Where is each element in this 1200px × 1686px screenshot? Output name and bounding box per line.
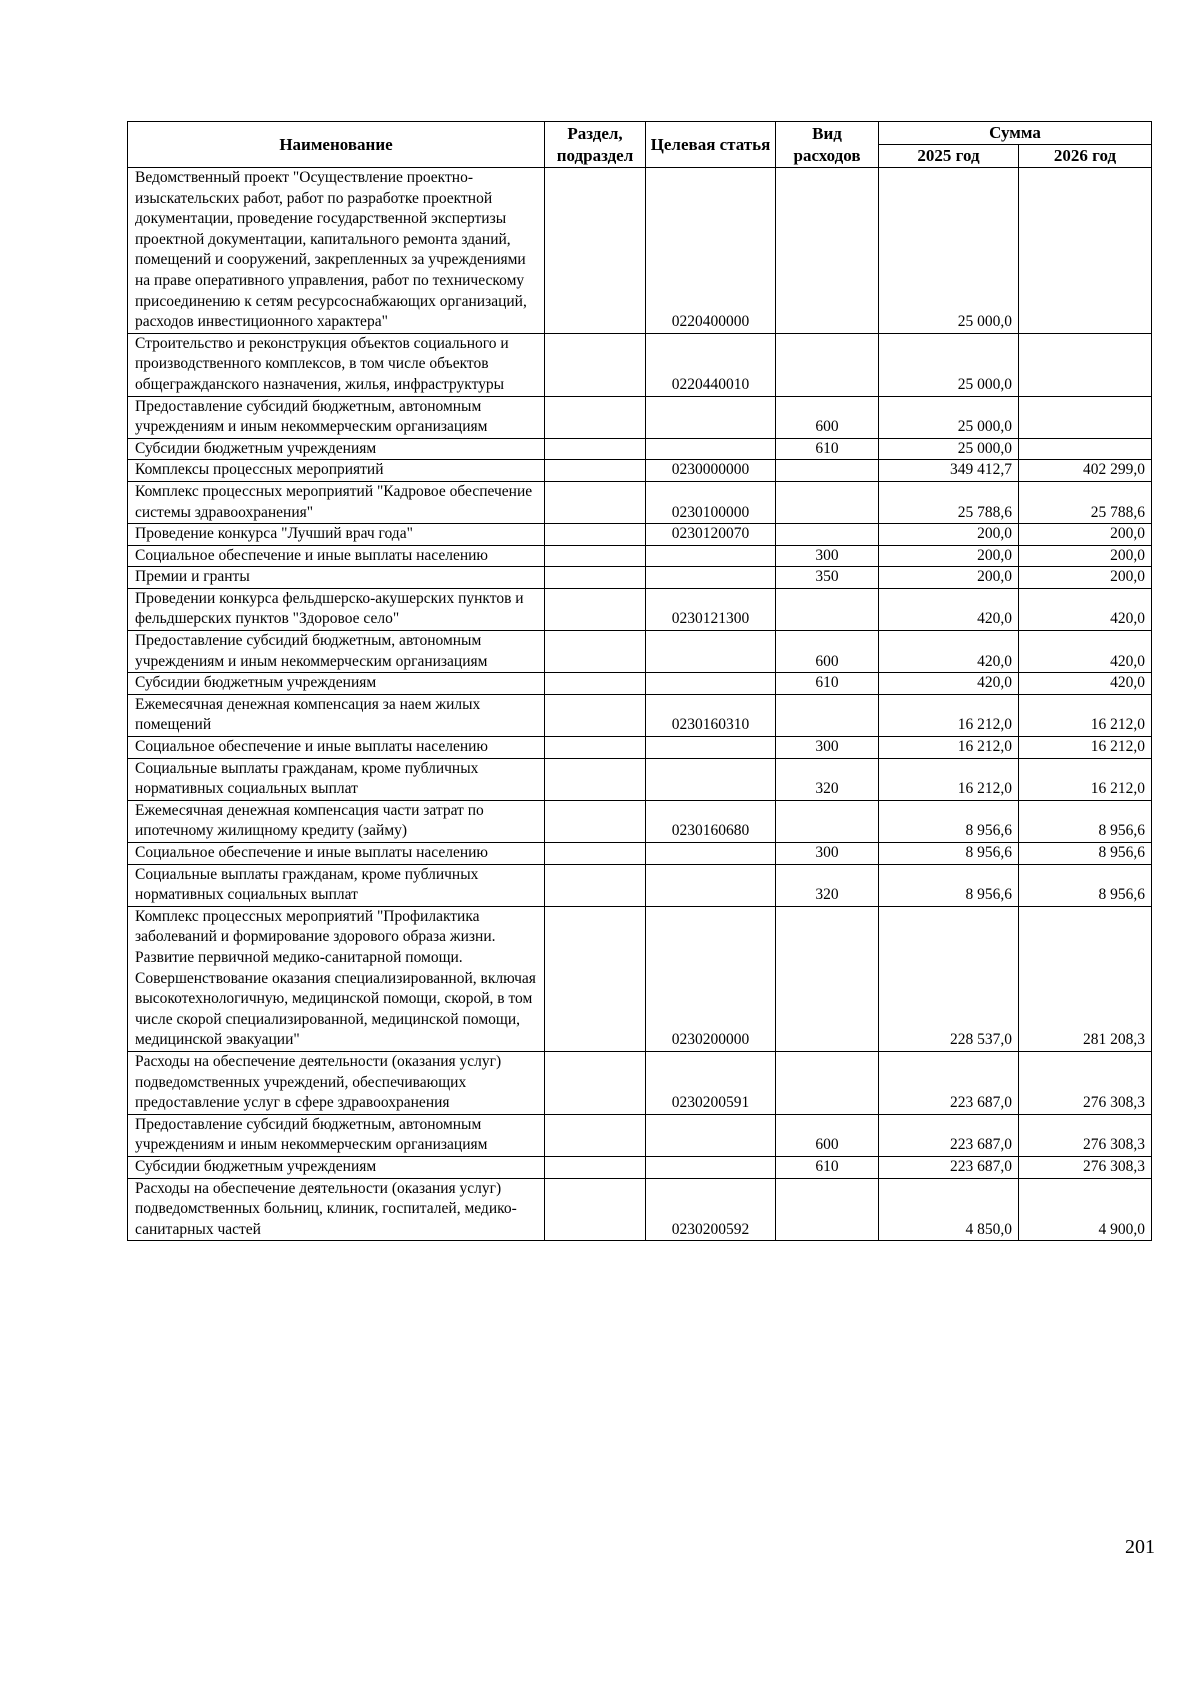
table-row [128, 800, 1152, 842]
cell-tselevaya: 0230120070 [646, 524, 776, 546]
table-row [128, 396, 1152, 438]
cell-vid [776, 800, 879, 842]
cell-vid: 600 [776, 396, 879, 438]
cell-razdel [545, 864, 646, 906]
table-row [128, 460, 1152, 482]
cell-2026: 8 956,6 [1019, 864, 1152, 906]
cell-2025: 420,0 [879, 588, 1019, 630]
cell-vid [776, 1178, 879, 1241]
cell-2026: 4 900,0 [1019, 1178, 1152, 1241]
cell-vid [776, 481, 879, 523]
cell-razdel [545, 588, 646, 630]
cell-vid [776, 906, 879, 1051]
header-2025: 2025 год [879, 145, 1019, 168]
cell-name: Социальное обеспечение и иные выплаты населению [128, 545, 545, 567]
cell-2025: 8 956,6 [879, 843, 1019, 865]
cell-razdel [545, 333, 646, 396]
cell-2025: 25 000,0 [879, 168, 1019, 334]
cell-vid [776, 588, 879, 630]
cell-tselevaya [646, 545, 776, 567]
table-row [128, 524, 1152, 546]
cell-2026: 16 212,0 [1019, 737, 1152, 759]
cell-tselevaya [646, 673, 776, 695]
cell-2025: 420,0 [879, 631, 1019, 673]
cell-vid: 610 [776, 1156, 879, 1178]
cell-razdel [545, 631, 646, 673]
cell-tselevaya [646, 1114, 776, 1156]
cell-name: Субсидии бюджетным учреждениям [128, 1156, 545, 1178]
table-row [128, 864, 1152, 906]
table-row [128, 694, 1152, 736]
cell-name: Социальные выплаты гражданам, кроме публичных нормативных социальных выплат [128, 864, 545, 906]
cell-tselevaya: 0230200591 [646, 1051, 776, 1114]
cell-vid [776, 460, 879, 482]
cell-name: Проведении конкурса фельдшерско-акушерских пунктов и фельдшерских пунктов "Здоровое село" [128, 588, 545, 630]
cell-razdel [545, 1114, 646, 1156]
cell-razdel [545, 758, 646, 800]
cell-vid [776, 694, 879, 736]
cell-tselevaya: 0220440010 [646, 333, 776, 396]
cell-razdel [545, 396, 646, 438]
cell-2025: 25 000,0 [879, 333, 1019, 396]
cell-name: Комплекс процессных мероприятий "Профилактика заболеваний и формирование здорового образа жизни. Развитие первичной медико-санитарной помощи. Совершенствование оказания специализированной, включая высокотехнологичную, медицинской помощи, скорой, в том числе скорой специализированной, медицинской помощи, медицинской эвакуации" [128, 906, 545, 1051]
cell-name: Проведение конкурса "Лучший врач года" [128, 524, 545, 546]
cell-vid: 300 [776, 843, 879, 865]
cell-tselevaya [646, 843, 776, 865]
cell-2025: 16 212,0 [879, 694, 1019, 736]
cell-2026: 276 308,3 [1019, 1114, 1152, 1156]
cell-2026: 420,0 [1019, 588, 1152, 630]
cell-2026: 402 299,0 [1019, 460, 1152, 482]
cell-name: Социальное обеспечение и иные выплаты населению [128, 737, 545, 759]
cell-razdel [545, 673, 646, 695]
table-row [128, 1178, 1152, 1241]
header-razdel: Раздел, подраздел [545, 122, 646, 168]
cell-tselevaya [646, 864, 776, 906]
cell-name: Социальное обеспечение и иные выплаты населению [128, 843, 545, 865]
cell-vid: 610 [776, 438, 879, 460]
cell-vid: 610 [776, 673, 879, 695]
cell-razdel [545, 545, 646, 567]
table-header [128, 122, 1152, 168]
cell-2025: 8 956,6 [879, 864, 1019, 906]
cell-2026: 200,0 [1019, 567, 1152, 589]
cell-razdel [545, 481, 646, 523]
cell-vid: 300 [776, 737, 879, 759]
cell-vid [776, 1051, 879, 1114]
cell-name: Ежемесячная денежная компенсация за наем жилых помещений [128, 694, 545, 736]
table-row [128, 758, 1152, 800]
table-row [128, 737, 1152, 759]
header-2026: 2026 год [1019, 145, 1152, 168]
cell-2025: 25 000,0 [879, 396, 1019, 438]
cell-tselevaya [646, 737, 776, 759]
table-body [128, 168, 1152, 1241]
cell-2026: 276 308,3 [1019, 1051, 1152, 1114]
table-row [128, 438, 1152, 460]
cell-2025: 25 000,0 [879, 438, 1019, 460]
cell-2026: 281 208,3 [1019, 906, 1152, 1051]
cell-tselevaya: 0230000000 [646, 460, 776, 482]
cell-tselevaya [646, 1156, 776, 1178]
cell-vid: 320 [776, 758, 879, 800]
cell-name: Расходы на обеспечение деятельности (оказания услуг) подведомственных учреждений, обеспечивающих предоставление услуг в сфере здравоохранения [128, 1051, 545, 1114]
cell-2025: 25 788,6 [879, 481, 1019, 523]
cell-2025: 223 687,0 [879, 1051, 1019, 1114]
cell-vid [776, 168, 879, 334]
cell-name: Премии и гранты [128, 567, 545, 589]
cell-tselevaya: 0230160310 [646, 694, 776, 736]
cell-name: Предоставление субсидий бюджетным, автономным учреждениям и иным некоммерческим организациям [128, 631, 545, 673]
cell-2025: 200,0 [879, 524, 1019, 546]
cell-razdel [545, 737, 646, 759]
table-row [128, 631, 1152, 673]
cell-name: Расходы на обеспечение деятельности (оказания услуг) подведомственных больниц, клиник, госпиталей, медико-санитарных частей [128, 1178, 545, 1241]
cell-2026: 8 956,6 [1019, 800, 1152, 842]
cell-razdel [545, 168, 646, 334]
budget-table [127, 121, 1152, 1241]
cell-razdel [545, 524, 646, 546]
cell-vid: 320 [776, 864, 879, 906]
table-row [128, 481, 1152, 523]
cell-tselevaya [646, 631, 776, 673]
cell-tselevaya [646, 758, 776, 800]
cell-name: Субсидии бюджетным учреждениям [128, 673, 545, 695]
cell-vid: 350 [776, 567, 879, 589]
cell-razdel [545, 694, 646, 736]
cell-2026: 8 956,6 [1019, 843, 1152, 865]
cell-name: Предоставление субсидий бюджетным, автономным учреждениям и иным некоммерческим организациям [128, 1114, 545, 1156]
cell-2026: 420,0 [1019, 673, 1152, 695]
cell-name: Субсидии бюджетным учреждениям [128, 438, 545, 460]
cell-2025: 8 956,6 [879, 800, 1019, 842]
cell-2025: 4 850,0 [879, 1178, 1019, 1241]
cell-2026: 276 308,3 [1019, 1156, 1152, 1178]
cell-tselevaya [646, 567, 776, 589]
cell-2026 [1019, 396, 1152, 438]
cell-2025: 223 687,0 [879, 1114, 1019, 1156]
cell-tselevaya [646, 438, 776, 460]
cell-razdel [545, 567, 646, 589]
cell-razdel [545, 800, 646, 842]
cell-2026: 25 788,6 [1019, 481, 1152, 523]
header-tselevaya: Целевая статья [646, 122, 776, 168]
cell-razdel [545, 843, 646, 865]
table-row [128, 1156, 1152, 1178]
cell-tselevaya: 0230160680 [646, 800, 776, 842]
cell-razdel [545, 460, 646, 482]
cell-razdel [545, 1156, 646, 1178]
cell-2025: 16 212,0 [879, 758, 1019, 800]
cell-vid [776, 333, 879, 396]
page-number: 201 [1125, 1536, 1155, 1558]
table-row [128, 333, 1152, 396]
header-vid: Вид расходов [776, 122, 879, 168]
cell-tselevaya: 0220400000 [646, 168, 776, 334]
cell-tselevaya: 0230200000 [646, 906, 776, 1051]
cell-2025: 349 412,7 [879, 460, 1019, 482]
cell-tselevaya: 0230121300 [646, 588, 776, 630]
table-row [128, 168, 1152, 334]
cell-2026 [1019, 438, 1152, 460]
header-name: Наименование [128, 122, 545, 168]
table-row [128, 545, 1152, 567]
cell-2025: 200,0 [879, 567, 1019, 589]
cell-name: Строительство и реконструкция объектов социального и производственного комплексов, в том числе объектов общегражданского назначения, жилья, инфраструктуры [128, 333, 545, 396]
cell-2026: 200,0 [1019, 524, 1152, 546]
cell-2025: 200,0 [879, 545, 1019, 567]
cell-name: Ежемесячная денежная компенсация части затрат по ипотечному жилищному кредиту (займу) [128, 800, 545, 842]
cell-vid: 300 [776, 545, 879, 567]
table-row [128, 567, 1152, 589]
table-row [128, 673, 1152, 695]
cell-vid: 600 [776, 631, 879, 673]
cell-2026: 16 212,0 [1019, 758, 1152, 800]
cell-2025: 16 212,0 [879, 737, 1019, 759]
table-row [128, 1051, 1152, 1114]
header-summa: Сумма [879, 122, 1152, 145]
cell-2025: 223 687,0 [879, 1156, 1019, 1178]
cell-name: Социальные выплаты гражданам, кроме публичных нормативных социальных выплат [128, 758, 545, 800]
cell-name: Комплекс процессных мероприятий "Кадровое обеспечение системы здравоохранения" [128, 481, 545, 523]
cell-2026: 420,0 [1019, 631, 1152, 673]
cell-razdel [545, 906, 646, 1051]
cell-razdel [545, 438, 646, 460]
cell-2026: 16 212,0 [1019, 694, 1152, 736]
cell-2026 [1019, 333, 1152, 396]
cell-tselevaya: 0230100000 [646, 481, 776, 523]
cell-2025: 228 537,0 [879, 906, 1019, 1051]
cell-2026 [1019, 168, 1152, 334]
cell-razdel [545, 1051, 646, 1114]
cell-2025: 420,0 [879, 673, 1019, 695]
cell-tselevaya [646, 396, 776, 438]
table-row [128, 1114, 1152, 1156]
cell-name: Комплексы процессных мероприятий [128, 460, 545, 482]
cell-vid [776, 524, 879, 546]
table-row [128, 906, 1152, 1051]
cell-2026: 200,0 [1019, 545, 1152, 567]
cell-name: Предоставление субсидий бюджетным, автономным учреждениям и иным некоммерческим организациям [128, 396, 545, 438]
cell-vid: 600 [776, 1114, 879, 1156]
table-row [128, 843, 1152, 865]
table-row [128, 588, 1152, 630]
cell-razdel [545, 1178, 646, 1241]
cell-tselevaya: 0230200592 [646, 1178, 776, 1241]
cell-name: Ведомственный проект "Осуществление проектно-изыскательских работ, работ по разработке проектной документации, проведение государственной экспертизы проектной документации, капитального ремонта зданий, помещений и сооружений, закрепленных за учреждениями на праве оперативного управления, работ по техническому присоединению к сетям ресурсоснабжающих организаций, расходов инвестиционного характера" [128, 168, 545, 334]
